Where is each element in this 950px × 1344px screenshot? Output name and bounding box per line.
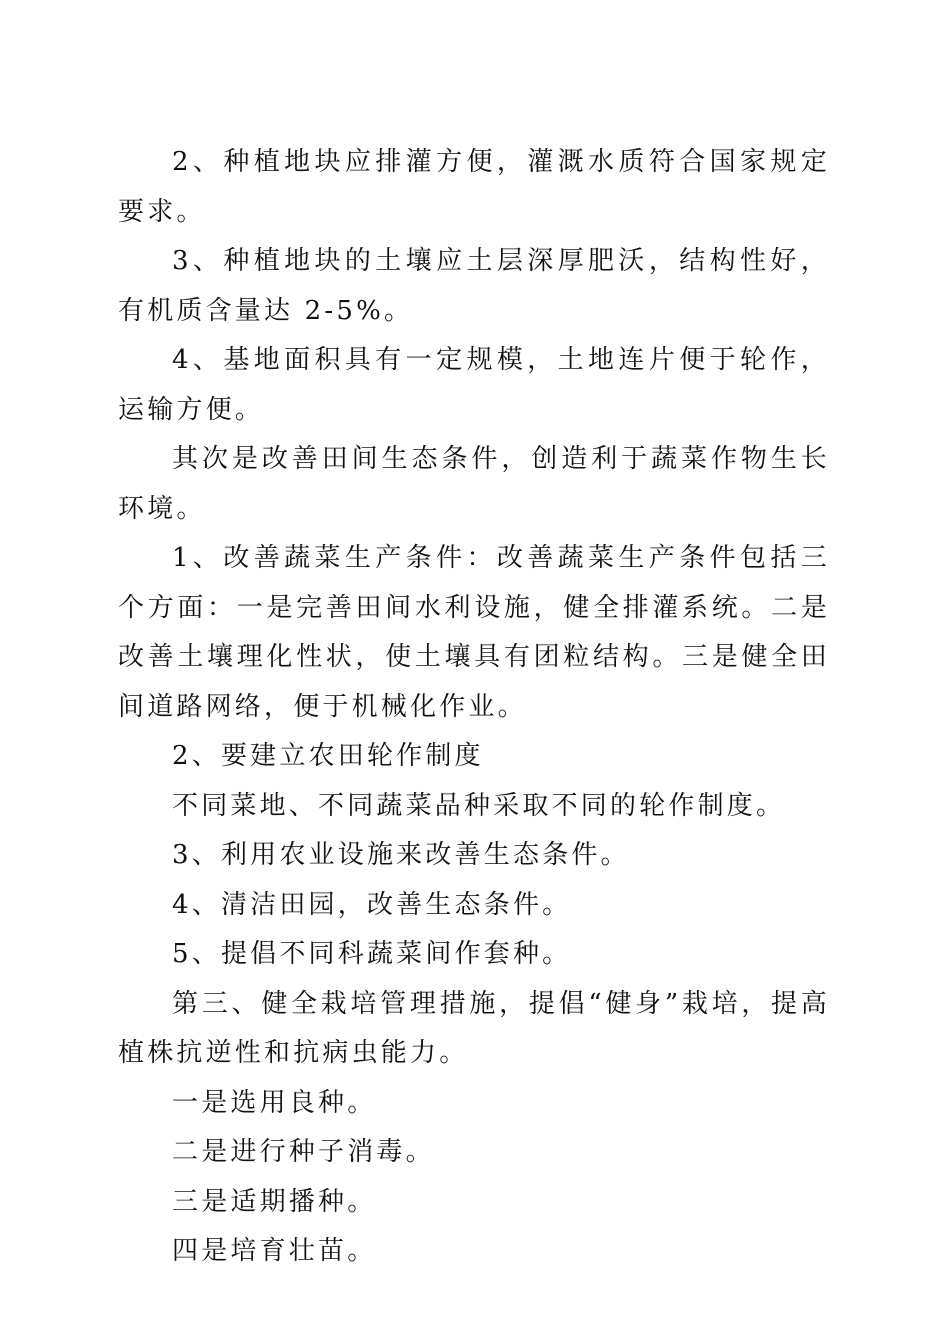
paragraph-14: 三是适期播种。 (172, 1186, 377, 1217)
paragraph-7: 不同菜地、不同蔬菜品种采取不同的轮作制度。 (172, 790, 786, 821)
paragraph-10: 5、提倡不同科蔬菜间作套种。 (172, 939, 572, 969)
paragraph-6: 2、要建立农田轮作制度 (172, 741, 484, 771)
paragraph-13: 二是进行种子消毒。 (172, 1137, 435, 1167)
paragraph-15: 四是培育壮苗。 (172, 1236, 377, 1266)
paragraph-9: 4、清洁田园，改善生态条件。 (172, 889, 572, 920)
paragraph-8: 3、利用农业设施来改善生态条件。 (172, 840, 630, 870)
paragraph-5: 1、改善蔬菜生产条件：改善蔬菜生产条件包括三个方面：一是完善田间水利设施，健全排灌系统。二是改善土壤理化性状，使土壤具有团粒结构。三是健全田间道路网络，便于机械化作业。 (118, 543, 830, 722)
paragraph-11: 第三、健全栽培管理措施，提倡“健身”栽培，提高植株抗逆性和抗病虫能力。 (118, 988, 830, 1068)
document-body (118, 138, 830, 1277)
paragraph-3: 4、基地面积具有一定规模，土地连片便于轮作，运输方便。 (118, 345, 830, 425)
paragraph-1: 2、种植地块应排灌方便，灌溉水质符合国家规定要求。 (118, 147, 830, 227)
paragraph-2: 3、种植地块的土壤应土层深厚肥沃，结构性好，有机质含量达 2-5%。 (118, 246, 830, 326)
paragraph-4: 其次是改善田间生态条件，创造利于蔬菜作物生长环境。 (118, 444, 830, 524)
paragraph-12: 一是选用良种。 (172, 1087, 377, 1118)
